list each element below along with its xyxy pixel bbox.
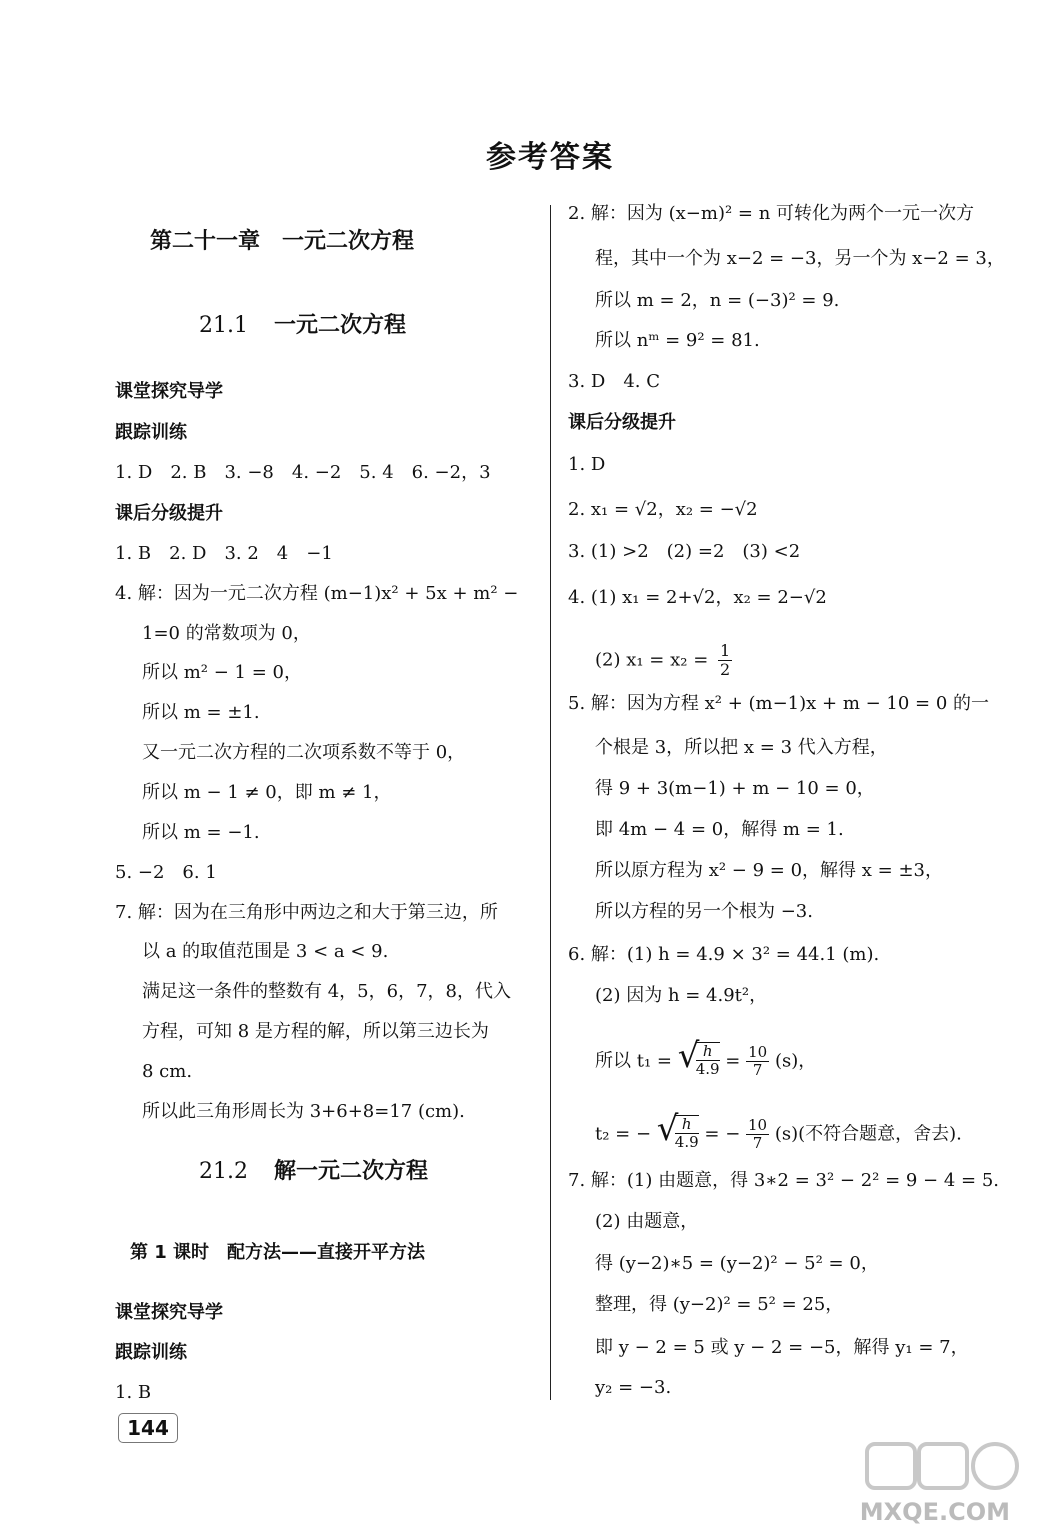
q4-line: 1=0 的常数项为 0， <box>142 623 311 644</box>
denominator: 2 <box>720 660 731 679</box>
numerator: h <box>675 1116 699 1134</box>
subheading-after: 课后分级提升 <box>568 412 676 433</box>
track-answers: 1. D 2. B 3. −8 4. −2 5. 4 6. −2，3 <box>115 462 491 483</box>
fraction <box>718 642 732 679</box>
fraction-prefix: (2) x₁ = x₂ = <box>595 649 709 671</box>
column-divider <box>550 205 551 1400</box>
q6-line: (2) 因为 h = 4.9t²， <box>595 985 768 1006</box>
q5-line: 所以方程的另一个根为 −3. <box>595 901 813 922</box>
section-title: 一元二次方程 <box>273 313 406 338</box>
equals-negative: = − <box>704 1123 741 1145</box>
q4-line: 所以 m = −1. <box>142 822 260 843</box>
q5-line: 5. 解：因为方程 x² + (m−1)x + m − 10 = 0 的一 <box>568 693 990 714</box>
answer-line: 1. D <box>568 454 606 475</box>
t2-prefix: t₂ = − <box>595 1123 652 1145</box>
sqrt-icon: √ <box>656 1109 679 1149</box>
sqrt-fraction <box>677 1036 720 1081</box>
sqrt-icon: √ <box>677 1036 700 1076</box>
subheading-explore: 课堂探究导学 <box>115 1302 223 1323</box>
subheading-after: 课后分级提升 <box>115 503 223 524</box>
sqrt-fraction <box>656 1109 699 1154</box>
q7-line: y₂ = −3. <box>595 1377 672 1398</box>
section-heading-21-1 <box>199 314 406 338</box>
page-number: 144 <box>118 1413 178 1443</box>
q4-line: 又一元二次方程的二次项系数不等于 0， <box>142 742 466 763</box>
subheading-track: 跟踪训练 <box>115 1342 187 1363</box>
page-title: 参考答案 <box>486 140 614 175</box>
watermark-url: MXQE.COM <box>859 1498 1010 1526</box>
denominator: 4.9 <box>674 1133 699 1151</box>
fraction <box>746 1117 769 1152</box>
q5-line: 所以原方程为 x² − 9 = 0，解得 x = ±3， <box>595 860 943 881</box>
after-answers: 1. B 2. D 3. 2 4 −1 <box>115 543 333 564</box>
q4-line: 4. 解：因为一元二次方程 (m−1)x² + 5x + m² − <box>115 583 519 604</box>
denominator: 4.9 <box>695 1060 720 1078</box>
chapter-heading: 第二十一章 一元二次方程 <box>150 229 415 254</box>
q5-line: 即 4m − 4 = 0，解得 m = 1. <box>595 819 844 840</box>
q7-line: 方程，可知 8 是方程的解，所以第三边长为 <box>142 1021 489 1042</box>
q7-line: 得 (y−2)∗5 = (y−2)² − 5² = 0， <box>595 1253 879 1274</box>
t1-prefix: 所以 t₁ = <box>595 1050 672 1072</box>
q7-line: 7. 解：因为在三角形中两边之和大于第三边，所 <box>115 902 498 923</box>
q7-line: 所以此三角形周长为 3+6+8=17 (cm). <box>142 1101 465 1122</box>
section-title: 解一元二次方程 <box>273 1159 428 1184</box>
answer-line: 2. x₁ = √2，x₂ = −√2 <box>568 499 758 520</box>
denominator: 7 <box>752 1134 763 1152</box>
subheading-track: 跟踪训练 <box>115 422 187 443</box>
q4-line: 所以 m = ±1. <box>142 702 260 723</box>
lesson-heading: 第 1 课时 配方法——直接开平方法 <box>130 1242 426 1263</box>
q2-line: 所以 m = 2，n = (−3)² = 9. <box>595 290 840 311</box>
answer-line: 3. (1) >2 (2) =2 (3) <2 <box>568 541 801 562</box>
q2-line: 所以 nᵐ = 9² = 81. <box>595 330 760 351</box>
subheading-explore: 课堂探究导学 <box>115 381 223 402</box>
answer-line: 4. (1) x₁ = 2+√2，x₂ = 2−√2 <box>568 587 827 608</box>
section-number: 21.2 <box>199 1159 248 1184</box>
q7-line: (2) 由题意， <box>595 1211 699 1232</box>
q7-line: 即 y − 2 = 5 或 y − 2 = −5，解得 y₁ = 7， <box>595 1337 969 1358</box>
q7-line: 整理，得 (y−2)² = 5² = 25， <box>595 1294 844 1315</box>
q7-line: 7. 解：(1) 由题意，得 3∗2 = 3² − 2² = 9 − 4 = 5. <box>568 1170 1000 1191</box>
unit: (s)(不符合题意，舍去). <box>774 1123 962 1145</box>
q7-line: 以 a 的取值范围是 3 < a < 9. <box>142 941 389 962</box>
fraction <box>746 1044 769 1079</box>
q5-line: 个根是 3，所以把 x = 3 代入方程， <box>595 737 888 758</box>
q6-t2-line <box>595 1109 962 1154</box>
q4-line: 所以 m − 1 ≠ 0，即 m ≠ 1， <box>142 782 392 803</box>
q2-line: 程，其中一个为 x−2 = −3，另一个为 x−2 = 3， <box>595 248 1005 269</box>
numerator: 10 <box>748 1043 768 1061</box>
q4-line: 所以 m² − 1 = 0， <box>142 662 302 683</box>
section-heading-21-2 <box>199 1160 428 1184</box>
q5-q6-answers: 5. −2 6. 1 <box>115 862 217 883</box>
q5-line: 得 9 + 3(m−1) + m − 10 = 0， <box>595 778 875 799</box>
q2-line: 2. 解：因为 (x−m)² = n 可转化为两个一元一次方 <box>568 203 975 224</box>
numerator: 1 <box>720 641 731 660</box>
q7-line: 满足这一条件的整数有 4，5，6，7，8，代入 <box>142 981 511 1002</box>
denominator: 7 <box>752 1061 763 1079</box>
numerator: h <box>696 1043 720 1061</box>
unit: (s)， <box>774 1050 817 1072</box>
section-number: 21.1 <box>199 313 248 338</box>
q3-q4-answers: 3. D 4. C <box>568 371 660 392</box>
q7-line: 8 cm. <box>142 1061 193 1082</box>
fraction-answer <box>595 642 732 679</box>
q6-t1-line: 所以 t₁ = √ $\frac{h}{4.9}$ = $\frac{10}{7}$ (s)， <box>595 1036 817 1079</box>
numerator: 10 <box>748 1116 768 1134</box>
q6-line: 6. 解：(1) h = 4.9 × 3² = 44.1 (m). <box>568 944 880 965</box>
answer-line: 1. B <box>115 1382 152 1403</box>
